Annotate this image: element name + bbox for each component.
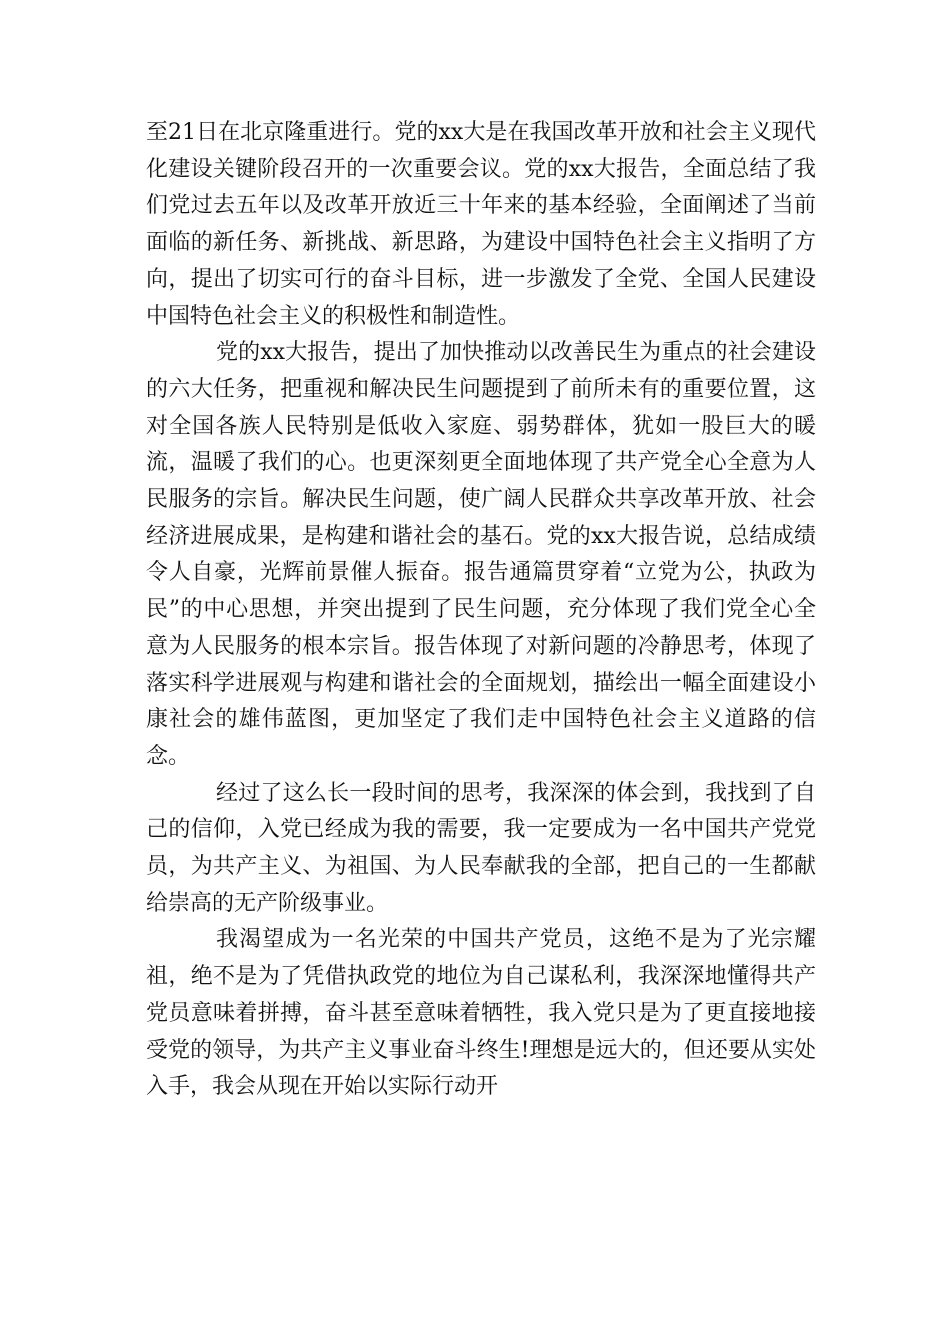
paragraph-continuation: 至21日在北京隆重进行。党的xx大是在我国改革开放和社会主义现代化建设关键阶段召开的一次重要会议。党的xx大报告，全面总结了我们党过去五年以及改革开放近三十年来的基本经验，全面阐述了当前面临的新任务、新挑战、新思路，为建设中国特色社会主义指明了方向，提出了切实可行的奋斗目标，进一步激发了全党、全国人民建设中国特色社会主义的积极性和制造性。	[146, 120, 816, 329]
document-body	[146, 115, 816, 1106]
paragraph-belief: 经过了这么长一段时间的思考，我深深的体会到，我找到了自己的信仰，入党已经成为我的需要，我一定要成为一名中国共产党党员，为共产主义、为祖国、为人民奉献我的全部，把自己的一生都献给崇高的无产阶级事业。	[146, 780, 816, 916]
paragraph-aspiration: 我渴望成为一名光荣的中国共产党员，这绝不是为了光宗耀祖，绝不是为了凭借执政党的地位为自己谋私利，我深深地懂得共产党员意味着拼搏，奋斗甚至意味着牺牲，我入党只是为了更直接地接受党的领导，为共产主义事业奋斗终生!理想是远大的，但还要从实处入手，我会从现在开始以实际行动开	[146, 927, 816, 1100]
paragraph-report-livelihood: 党的xx大报告，提出了加快推动以改善民生为重点的社会建设的六大任务，把重视和解决民生问题提到了前所未有的重要位置，这对全国各族人民特别是低收入家庭、弱势群体，犹如一股巨大的暖流，温暖了我们的心。也更深刻更全面地体现了共产党全心全意为人民服务的宗旨。解决民生问题，使广阔人民群众共享改革开放、社会经济进展成果，是构建和谐社会的基石。党的xx大报告说，总结成绩令人自豪，光辉前景催人振奋。报告通篇贯穿着“立党为公，执政为民”的中心思想，并突出提到了民生问题，充分体现了我们党全心全意为人民服务的根本宗旨。报告体现了对新问题的冷静思考，体现了落实科学进展观与构建和谐社会的全面规划，描绘出一幅全面建设小康社会的雄伟蓝图，更加坚定了我们走中国特色社会主义道路的信念。	[146, 340, 816, 769]
